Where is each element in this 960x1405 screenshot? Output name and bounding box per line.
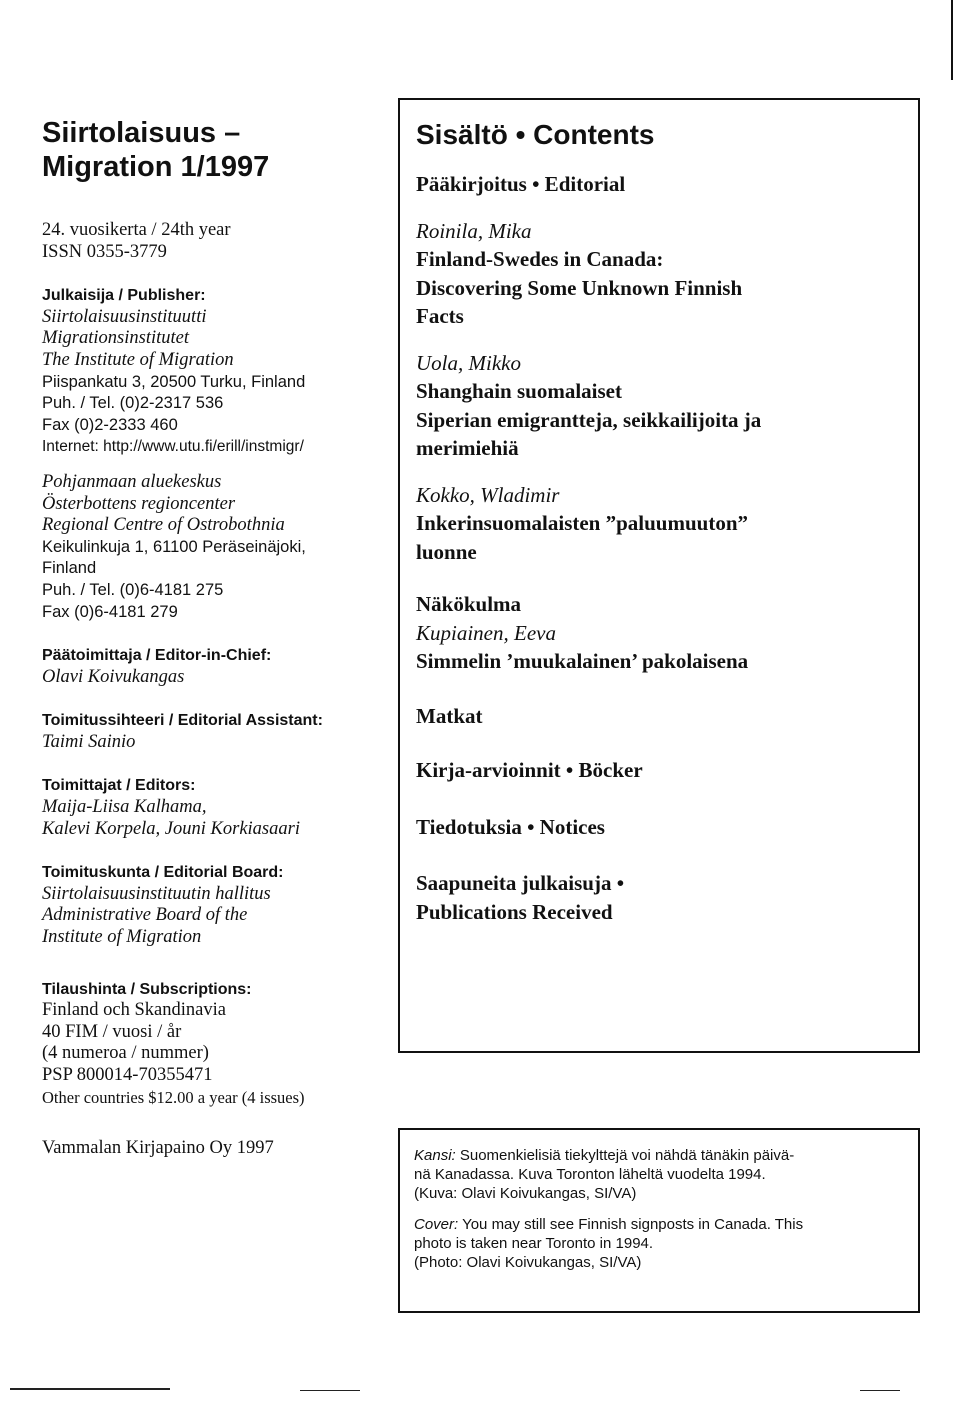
scan-artifact-line bbox=[860, 1390, 900, 1391]
subscriptions-line5: Other countries $12.00 a year (4 issues) bbox=[42, 1087, 305, 1107]
publications-received-line2: Publications Received bbox=[416, 899, 613, 924]
regional-address-2: Finland bbox=[42, 559, 97, 578]
masthead bbox=[42, 116, 372, 1160]
editorial-board-line1: Siirtolaisuusinstituutin hallitus bbox=[42, 883, 271, 904]
cover-text-en-2: photo is taken near Toronto in 1994. bbox=[414, 1235, 654, 1252]
contents-title: Sisältö • Contents bbox=[416, 119, 655, 150]
travels-heading: Matkat bbox=[416, 703, 483, 728]
cover-label-en: Cover: bbox=[414, 1216, 459, 1233]
contents-box bbox=[398, 98, 920, 1053]
subscriptions-line2: 40 FIM / vuosi / år bbox=[42, 1021, 182, 1042]
editorial-heading: Pääkirjoitus • Editorial bbox=[416, 172, 626, 196]
cover-caption-fi bbox=[414, 1146, 904, 1165]
cover-label-fi: Kansi: bbox=[414, 1147, 456, 1164]
magazine-title-line1: Siirtolaisuus – bbox=[42, 117, 241, 149]
article2-title-line1: Shanghain suomalaiset bbox=[416, 379, 622, 403]
cover-caption-en bbox=[414, 1215, 904, 1234]
viewpoint-heading: Näkökulma bbox=[416, 592, 522, 616]
publications-received-line1: Saapuneita julkaisuja • bbox=[416, 871, 625, 895]
issn-text: ISSN 0355-3779 bbox=[42, 241, 167, 262]
publisher-name-en: The Institute of Migration bbox=[42, 349, 234, 370]
article2-author: Uola, Mikko bbox=[416, 350, 521, 375]
regional-name-en: Regional Centre of Ostrobothnia bbox=[42, 515, 285, 536]
article4-author: Kupiainen, Eeva bbox=[416, 620, 556, 645]
publisher-address: Piispankatu 3, 20500 Turku, Finland bbox=[42, 372, 306, 391]
article1-title-line2: Discovering Some Unknown Finnish bbox=[416, 275, 743, 300]
publisher-name-sv: Migrationsinstitutet bbox=[42, 328, 189, 349]
article2-title-line3: merimiehiä bbox=[416, 436, 519, 460]
scan-artifact-line bbox=[10, 1388, 170, 1390]
cover-text-en-1: You may still see Finnish signposts in Canada. This bbox=[458, 1216, 804, 1233]
article4-title: Simmelin ’muukalainen’ pakolaisena bbox=[416, 649, 749, 673]
publisher-label: Julkaisija / Publisher: bbox=[42, 287, 206, 305]
publisher-name-fi: Siirtolaisuusinstituutti bbox=[42, 306, 207, 327]
subscriptions-label: Tilaushinta / Subscriptions: bbox=[42, 980, 252, 998]
cover-text-fi-3: (Kuva: Olavi Koivukangas, SI/VA) bbox=[414, 1185, 637, 1202]
article1-author: Roinila, Mika bbox=[416, 218, 532, 243]
publisher-fax: Fax (0)2-2333 460 bbox=[42, 415, 178, 434]
regional-fax: Fax (0)6-4181 279 bbox=[42, 602, 178, 621]
notices-heading: Tiedotuksia • Notices bbox=[416, 814, 605, 839]
regional-address-1: Keikulinkuja 1, 61100 Peräseinäjoki, bbox=[42, 537, 306, 556]
publisher-tel: Puh. / Tel. (0)2-2317 536 bbox=[42, 394, 224, 413]
editorial-board-line2: Administrative Board of the bbox=[42, 905, 248, 926]
cover-caption-box bbox=[398, 1128, 920, 1313]
article3-title-line1: Inkerinsuomalaisten ”paluumuuton” bbox=[416, 511, 749, 535]
volume-text: 24. vuosikerta / 24th year bbox=[42, 220, 231, 240]
cover-text-fi-2: nä Kanadassa. Kuva Toronton läheltä vuodelta 1994. bbox=[414, 1166, 766, 1183]
subscriptions-line3: (4 numeroa / nummer) bbox=[42, 1043, 209, 1064]
cover-text-fi-1: Suomenkielisiä tiekylttejä voi nähdä tänäkin päivä- bbox=[455, 1147, 795, 1164]
regional-name-fi: Pohjanmaan aluekeskus bbox=[42, 471, 222, 492]
printer-text: Vammalan Kirjapaino Oy 1997 bbox=[42, 1138, 274, 1159]
editors-line1: Maija-Liisa Kalhama, bbox=[42, 797, 207, 818]
subscriptions-line4: PSP 800014-70355471 bbox=[42, 1065, 213, 1085]
article2-title-line2: Siperian emigrantteja, seikkailijoita ja bbox=[416, 407, 762, 432]
margin-rule bbox=[951, 0, 953, 80]
editor-in-chief-name: Olavi Koivukangas bbox=[42, 666, 185, 687]
subscriptions-line1: Finland och Skandinavia bbox=[42, 1000, 226, 1021]
editors-line2: Kalevi Korpela, Jouni Korkiasaari bbox=[42, 818, 300, 839]
article3-title-line2: luonne bbox=[416, 539, 477, 564]
cover-text-en-3: (Photo: Olavi Koivukangas, SI/VA) bbox=[414, 1254, 642, 1271]
publisher-internet: Internet: http://www.utu.fi/erill/instmigr/ bbox=[42, 438, 304, 456]
editorial-assistant-label: Toimitussihteeri / Editorial Assistant: bbox=[42, 712, 323, 730]
article3-author: Kokko, Wladimir bbox=[416, 482, 560, 507]
regional-name-sv: Österbottens regioncenter bbox=[42, 493, 236, 514]
article1-title-line1: Finland-Swedes in Canada: bbox=[416, 247, 664, 271]
magazine-title-line2: Migration 1/1997 bbox=[42, 151, 270, 183]
regional-tel: Puh. / Tel. (0)6-4181 275 bbox=[42, 580, 224, 599]
article1-title-line3: Facts bbox=[416, 304, 464, 328]
editorial-assistant-name: Taimi Sainio bbox=[42, 731, 136, 752]
editorial-board-label: Toimituskunta / Editorial Board: bbox=[42, 864, 284, 882]
editor-in-chief-label: Päätoimittaja / Editor-in-Chief: bbox=[42, 647, 272, 665]
scan-artifact-line bbox=[300, 1390, 360, 1391]
reviews-heading: Kirja-arvioinnit • Böcker bbox=[416, 758, 643, 782]
editorial-board-line3: Institute of Migration bbox=[42, 927, 202, 948]
editors-label: Toimittajat / Editors: bbox=[42, 777, 196, 795]
